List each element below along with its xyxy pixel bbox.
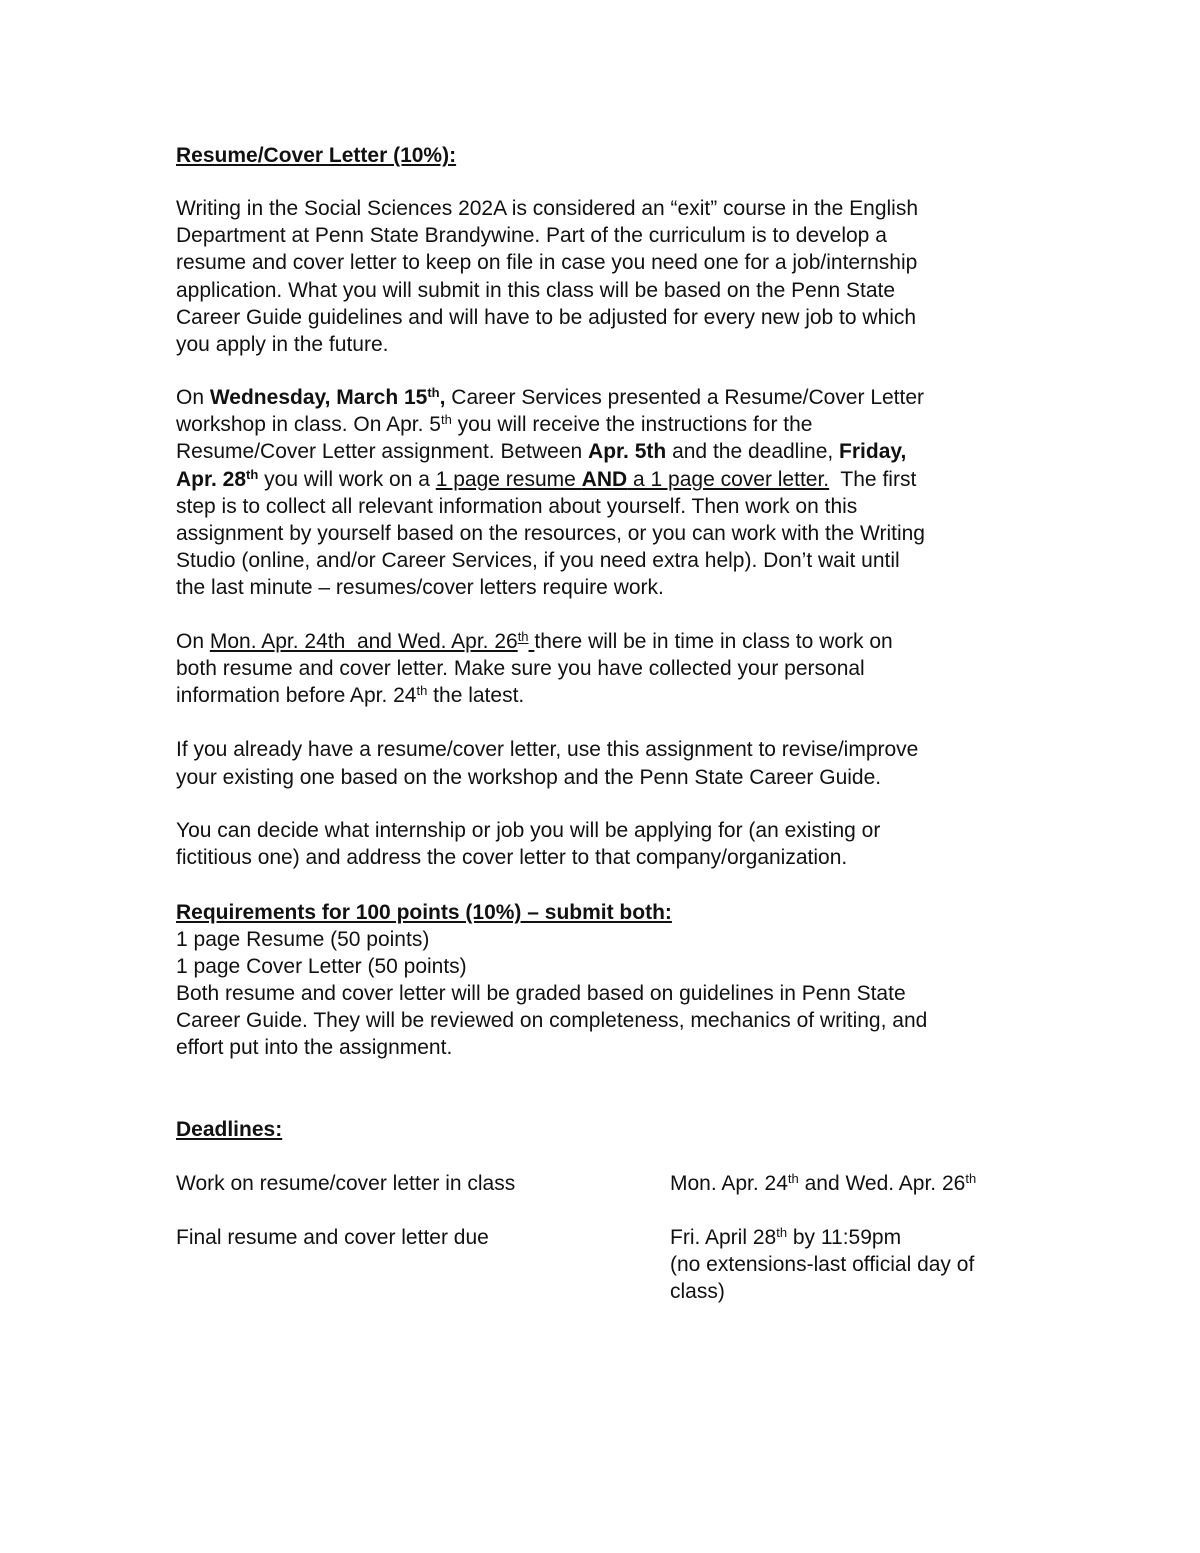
text-line bbox=[176, 1224, 489, 1251]
text-line bbox=[176, 304, 916, 331]
text-line bbox=[176, 655, 865, 682]
text-segment: Studio (online, and/or Career Services, if you need extra help). Don’t wait until bbox=[176, 549, 900, 572]
text-line bbox=[670, 1251, 974, 1278]
text-line bbox=[176, 1007, 927, 1034]
text-line bbox=[176, 844, 847, 871]
text-segment: Deadlines: bbox=[176, 1118, 283, 1141]
text-line bbox=[176, 277, 895, 304]
text-segment: the last minute – resumes/cover letters require work. bbox=[176, 576, 664, 599]
text-line bbox=[176, 899, 672, 926]
text-segment: resume and cover letter to keep on file in case you need one for a job/internship bbox=[176, 251, 918, 274]
text-line bbox=[176, 1034, 452, 1061]
text-segment: Wednesday, March 15 bbox=[209, 386, 428, 409]
text-segment: you apply in the future. bbox=[176, 333, 389, 356]
text-line bbox=[176, 736, 918, 763]
text-segment: Department at Penn State Brandywine. Part of the curriculum is to develop a bbox=[176, 224, 887, 247]
text-segment: Mon. Apr. 24th and Wed. Apr. 26 bbox=[209, 630, 518, 653]
text-segment: and the deadline, bbox=[666, 440, 840, 463]
text-segment: effort put into the assignment. bbox=[176, 1036, 453, 1059]
text-line bbox=[176, 682, 524, 709]
text-line bbox=[176, 817, 880, 844]
text-segment: Career Guide guidelines and will have to be adjusted for every new job to which bbox=[176, 306, 917, 329]
text-line bbox=[176, 953, 467, 980]
text-segment: 1 page Resume (50 points) bbox=[176, 928, 430, 951]
text-segment: Resume/Cover Letter assignment. Between bbox=[176, 440, 589, 463]
text-segment: If you already have a resume/cover letter, use this assignment to revise/improve bbox=[176, 738, 919, 761]
text-line bbox=[176, 547, 900, 574]
text-segment: th bbox=[440, 412, 452, 427]
text-segment: both resume and cover letter. Make sure you have collected your personal bbox=[176, 657, 865, 680]
text-segment: Career Services presented a Resume/Cover Letter bbox=[445, 386, 925, 409]
text-line bbox=[176, 520, 925, 547]
text-line bbox=[176, 466, 916, 493]
text-segment: you will receive the instructions for the bbox=[451, 413, 813, 436]
text-line bbox=[670, 1170, 976, 1197]
text-segment: Career Guide. They will be reviewed on completeness, mechanics of writing, and bbox=[176, 1009, 928, 1032]
text-line bbox=[176, 384, 924, 411]
text-line bbox=[176, 574, 664, 601]
text-segment: Resume/Cover Letter (10%): bbox=[176, 144, 457, 167]
text-segment: there will be in time in class to work on bbox=[534, 630, 893, 653]
text-segment: th bbox=[965, 1171, 977, 1186]
text-line bbox=[176, 411, 812, 438]
text-segment: 1 page Cover Letter (50 points) bbox=[176, 955, 467, 978]
text-segment: th bbox=[416, 683, 428, 698]
text-segment: 1 page resume bbox=[435, 468, 582, 491]
text-line bbox=[176, 331, 388, 358]
text-segment: your existing one based on the workshop and the Penn State Career Guide. bbox=[176, 766, 882, 789]
text-line bbox=[176, 628, 893, 655]
text-segment: Requirements for 100 points (10%) – submit both: bbox=[176, 901, 672, 924]
text-segment: fictitious one) and address the cover letter to that company/organization. bbox=[176, 846, 848, 869]
text-segment: information before Apr. 24 bbox=[176, 684, 417, 707]
text-segment: Friday, bbox=[839, 440, 907, 463]
text-segment: th bbox=[246, 467, 259, 482]
text-segment: a 1 page cover letter. bbox=[627, 468, 830, 491]
text-line bbox=[670, 1278, 725, 1305]
text-segment: step is to collect all relevant information about yourself. Then work on this bbox=[176, 495, 858, 518]
text-line bbox=[176, 980, 906, 1007]
text-segment: you will work on a bbox=[258, 468, 436, 491]
text-line bbox=[670, 1224, 901, 1251]
text-segment: th bbox=[517, 629, 529, 644]
text-segment: the latest. bbox=[427, 684, 525, 707]
text-segment: AND bbox=[581, 468, 628, 491]
text-segment: application. What you will submit in this class will be based on the Penn State bbox=[176, 279, 896, 302]
text-segment: Fri. April 28 bbox=[670, 1226, 777, 1249]
text-segment: Apr. 28 bbox=[176, 468, 247, 491]
text-segment: by 11:59pm bbox=[787, 1226, 902, 1249]
text-segment: Final resume and cover letter due bbox=[176, 1226, 489, 1249]
text-segment: Mon. Apr. 24 bbox=[670, 1172, 788, 1195]
text-segment: The first bbox=[829, 468, 917, 491]
text-segment: On bbox=[176, 630, 210, 653]
text-line bbox=[176, 142, 456, 169]
text-line bbox=[176, 926, 429, 953]
text-line bbox=[176, 493, 857, 520]
text-segment: Writing in the Social Sciences 202A is considered an “exit” course in the English bbox=[176, 197, 919, 220]
text-line bbox=[176, 249, 917, 276]
text-segment: Apr. 5th bbox=[588, 440, 667, 463]
text-segment: class) bbox=[670, 1280, 725, 1303]
text-line bbox=[176, 195, 918, 222]
text-line bbox=[176, 1170, 515, 1197]
text-segment: assignment by yourself based on the resources, or you can work with the Writing bbox=[176, 522, 925, 545]
text-line bbox=[176, 438, 906, 465]
text-segment: Both resume and cover letter will be graded based on guidelines in Penn State bbox=[176, 982, 906, 1005]
text-segment: th bbox=[427, 385, 440, 400]
text-segment: , bbox=[439, 386, 446, 409]
text-segment: and Wed. Apr. 26 bbox=[798, 1172, 966, 1195]
text-segment: th bbox=[776, 1225, 788, 1240]
text-line bbox=[176, 764, 881, 791]
text-segment: On bbox=[176, 386, 210, 409]
text-segment: workshop in class. On Apr. 5 bbox=[176, 413, 441, 436]
text-segment: (no extensions-last official day of bbox=[670, 1253, 975, 1276]
text-segment: th bbox=[787, 1171, 799, 1186]
text-segment: You can decide what internship or job you will be applying for (an existing or bbox=[176, 819, 881, 842]
text-line bbox=[176, 222, 887, 249]
text-line bbox=[176, 1116, 282, 1143]
text-segment: Work on resume/cover letter in class bbox=[176, 1172, 516, 1195]
